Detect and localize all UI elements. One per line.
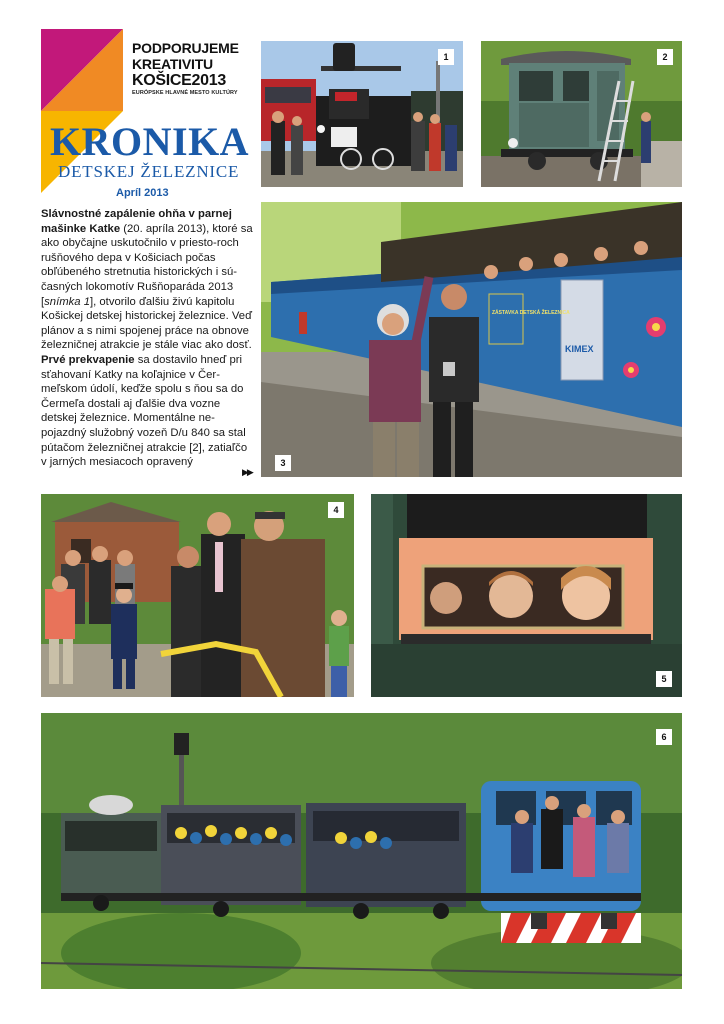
photo-number-1: 1	[438, 49, 454, 65]
slogan-line-1: PODPORUJEME	[132, 40, 239, 56]
photo-number-4: 4	[328, 502, 344, 518]
slogan-line-2: KREATIVITU	[132, 56, 213, 72]
photo-service-wagon	[481, 41, 682, 187]
issue-date: Apríl 2013	[116, 187, 169, 199]
article-text	[41, 207, 255, 470]
paragraph-1-text-a: (20. apríla 2013), ktoré sa ako obyčajne uskutočnilo v priesto-roch rušňového depa v Košiciach počas obľúbeného stretnutia historických i sú-časných lokomotív Rušňoparáda 2013 [	[41, 222, 253, 308]
page-title: KRONIKA	[50, 119, 250, 164]
slogan-line-4: EURÓPSKE HLAVNÉ MESTO KULTÚRY	[132, 90, 238, 96]
slogan-block	[132, 40, 254, 97]
paragraph-1-lead: Slávnostné zapálenie ohňa v parnej mašinke Katke	[41, 208, 232, 235]
article-paragraph-1	[41, 207, 255, 353]
photo-children-in-window	[371, 494, 682, 697]
slogan-line-3: KOŠICE2013	[132, 72, 226, 89]
paragraph-1-photo-ref: snímka 1	[44, 295, 90, 308]
paragraph-2-text: sa dostavilo hneď pri sťahovaní Katky na koľajnice v Čer-meľskom údolí, keďže spolu s ňou sa do Čermeľa dostali aj ďalšie dva vozne detskej železnice. Momentálne ne-pojazdný služobný vozeň D/u 840 sa stal pútačom železničnej atrakcie [2], zatiaľčo v jarných mesiacoch opravený	[41, 353, 248, 469]
photo-blue-train-celebration	[261, 202, 682, 477]
photo-steam-locomotive	[261, 41, 463, 187]
photo-number-3: 3	[275, 455, 291, 471]
train-sign-text: ZÁSTAVKA DETSKÁ ŽELEZNICA	[492, 310, 570, 316]
page-subtitle: DETSKEJ ŽELEZNICE	[58, 162, 240, 181]
photo-train-with-diesel-locomotive	[41, 713, 682, 989]
photo-ribbon-cutting	[41, 494, 354, 697]
paragraph-2-lead: Prvé prekvapenie	[41, 353, 135, 366]
banner-kimex-text: KIMEX	[565, 344, 594, 354]
photo-number-2: 2	[657, 49, 673, 65]
photo-number-5: 5	[656, 671, 672, 687]
article-paragraph-2	[41, 353, 255, 470]
double-arrow-right-icon: ▶▶	[242, 467, 252, 477]
paragraph-1-text-b: ], otvorilo ďalšiu živú kapitolu Košickej detskej historickej železnice. Veď plánov a s nimi spojenej práce na obnove železničnej atrakcie je stále viac ako dosť.	[41, 295, 253, 352]
photo-number-6: 6	[656, 729, 672, 745]
